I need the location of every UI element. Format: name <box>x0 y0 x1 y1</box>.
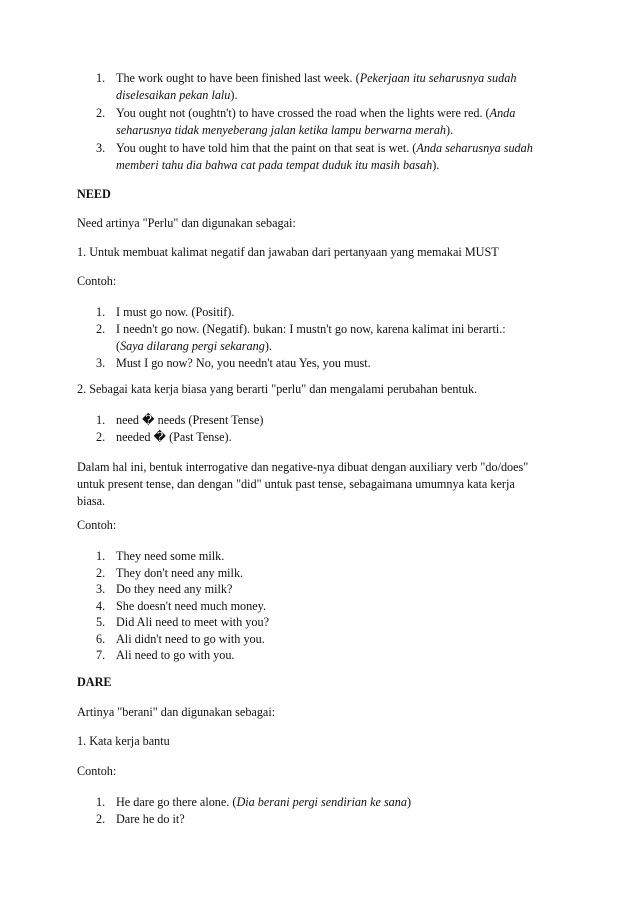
list-item: He dare go there alone. (Dia berani pergi sendirian ke sana) <box>116 795 412 809</box>
list-number: 6. <box>96 632 106 646</box>
list-item: Ali need to go with you. <box>116 648 235 662</box>
list-number: 7. <box>96 648 106 662</box>
list-item-continuation: diselesaikan pekan lalu). <box>116 88 238 102</box>
list-item: You ought not (oughtn't) to have crossed the road when the lights were red. (Anda <box>116 106 516 120</box>
list-item-continuation: (Saya dilarang pergi sekarang). <box>116 339 272 353</box>
list-item: Dare he do it? <box>116 812 185 826</box>
list-item: Ali didn't need to go with you. <box>116 632 265 646</box>
list-item: Must I go now? No, you needn't atau Yes, you must. <box>116 356 371 370</box>
list-number: 1. <box>96 305 106 319</box>
list-item: She doesn't need much money. <box>116 599 266 613</box>
need-intro: Need artinya "Perlu" dan digunakan sebagai: <box>77 216 296 230</box>
list-item-continuation: seharusnya tidak menyeberang jalan ketika lampu berwarna merah). <box>116 123 454 137</box>
list-number: 1. <box>96 795 106 809</box>
list-number: 1. <box>96 71 106 85</box>
dare-intro: Artinya "berani" dan digunakan sebagai: <box>77 705 276 719</box>
need-point-1: 1. Untuk membuat kalimat negatif dan jawaban dari pertanyaan yang memakai MUST <box>77 245 499 259</box>
list-number: 2. <box>96 566 106 580</box>
need-point-2: 2. Sebagai kata kerja biasa yang berarti "perlu" dan mengalami perubahan bentuk. <box>77 382 478 396</box>
list-number: 2. <box>96 812 106 826</box>
list-number: 2. <box>96 322 106 336</box>
list-number: 3. <box>96 141 106 155</box>
list-item: The work ought to have been finished last week. (Pekerjaan itu seharusnya sudah <box>116 71 517 85</box>
list-number: 2. <box>96 430 106 444</box>
section-heading-dare: DARE <box>77 675 112 689</box>
list-number: 5. <box>96 615 106 629</box>
contoh-label: Contoh: <box>77 764 117 778</box>
section-heading-need: NEED <box>77 187 111 201</box>
list-item: They need some milk. <box>116 549 225 563</box>
paragraph-line: biasa. <box>77 494 106 508</box>
contoh-label: Contoh: <box>77 518 117 532</box>
list-item: They don't need any milk. <box>116 566 244 580</box>
list-item: Do they need any milk? <box>116 582 233 596</box>
dare-point-1: 1. Kata kerja bantu <box>77 734 170 748</box>
list-item: You ought to have told him that the paint on that seat is wet. (Anda seharusnya sudah <box>116 141 533 155</box>
contoh-label: Contoh: <box>77 274 117 288</box>
list-number: 1. <box>96 413 106 427</box>
list-item: need � needs (Present Tense) <box>116 413 264 427</box>
list-number: 1. <box>96 549 106 563</box>
list-item-continuation: memberi tahu dia bahwa cat pada tempat duduk itu masih basah). <box>116 158 440 172</box>
list-item: I needn't go now. (Negatif). bukan: I mustn't go now, karena kalimat ini berarti.: <box>116 322 506 336</box>
list-number: 3. <box>96 582 106 596</box>
list-item: I must go now. (Positif). <box>116 305 235 319</box>
list-number: 3. <box>96 356 106 370</box>
list-number: 2. <box>96 106 106 120</box>
list-number: 4. <box>96 599 106 613</box>
paragraph-line: untuk present tense, dan dengan "did" untuk past tense, sebagaimana umumnya kata kerja <box>77 477 515 491</box>
paragraph-line: Dalam hal ini, bentuk interrogative dan negative-nya dibuat dengan auxiliary verb "do/does" <box>77 460 529 474</box>
list-item: needed � (Past Tense). <box>116 430 232 444</box>
list-item: Did Ali need to meet with you? <box>116 615 269 629</box>
